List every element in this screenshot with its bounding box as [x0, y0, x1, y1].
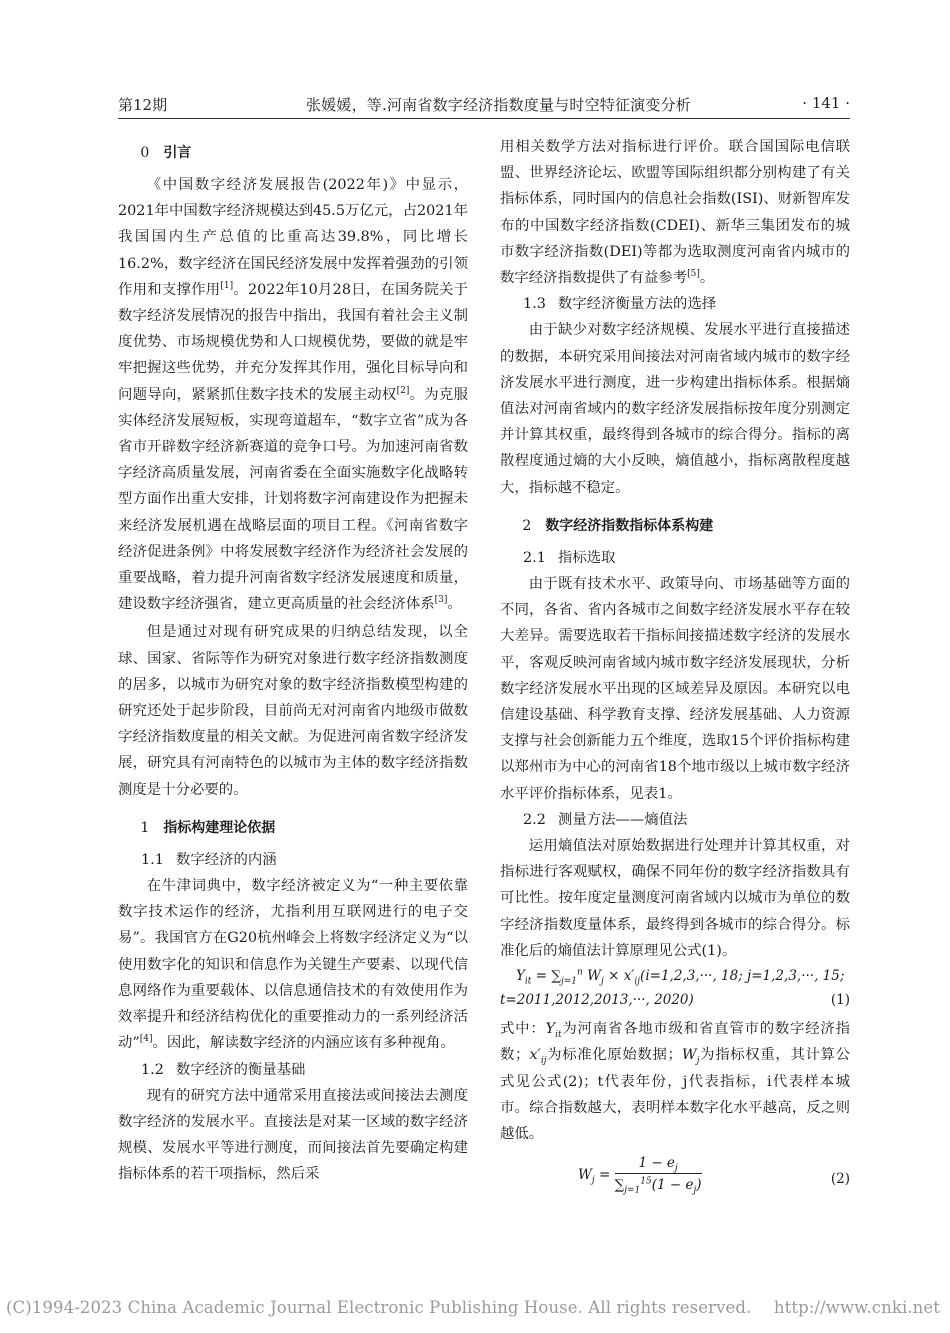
copyright-footer [6, 1298, 946, 1317]
subsection-heading-1-1: 1.1 数字经济的内涵 [141, 851, 277, 868]
equation-2: $W_j$ = $\frac{1 - e_j}{\sum_{j=1}^{15}(1 - e_j)}$ (2) [578, 1155, 850, 1196]
equation-1: $Y_{it} = \sum_{j=1}^n$ $W_j \times x'_{ij}(i=1,2,3,\cdot\cdot\cdot$, 18; j=1,2,3,···, 15; t=2011,2012,2013,···, 2020) (1) [500, 964, 850, 1016]
subsection-heading-1-2: 1.2 数字经济的衡量基础 [141, 1061, 306, 1078]
right-column [500, 134, 850, 1211]
paragraph: 式中：$Y_{it}$为河南省各地市级和省直管市的数字经济指数；$x'_{ij}$为标准化原始数据；$W_j$为指标权重，其计算公式见公式(2)；t代表年份，j代表指标，i代表样本城市。综合指数越大，表明样本数字化水平越高，反之则越低。 [500, 1021, 850, 1142]
running-title: 张媛媛，等.河南省数字经济指数度量与时空特征演变分析 [306, 96, 691, 114]
cnki-url: http://www.cnki.net [773, 1298, 940, 1317]
paragraph: 用相关数学方法对指标进行评价。联合国国际电信联盟、世界经济论坛、欧盟等国际组织都分别构建了有关指标体系，同时国内的信息社会指数(ISI)、财新智库发布的中国数字经济指数(CDEI)、新华三集团发布的城市数字经济指数(DEI)等都为选取测度河南省内城市的数字经济指数提供了有益参考[5]。 [500, 139, 850, 287]
paragraph: 《中国数字经济发展报告(2022年)》中显示，2021年中国数字经济规模达到45.5万亿元，占2021年我国国内生产总值的比重高达39.8%，同比增长16.2%，数字经济在国民经济发展中发挥着强劲的引领作用和支撑作用[1]。2022年10月28日，在国务院关于数字经济发展情况的报告中指出，我国有着社会主义制度优势、市场规模优势和人口规模优势，要做的就是牢牢把握这些优势，并充分发挥其作用，强化目标导向和问题导向，紧紧抓住数字技术的发展主动权[2]。为克服实体经济发展短板，实现弯道超车，“数字立省”成为各省市开辟数字经济新赛道的竞争口号。为加速河南省数字经济高质量发展，河南省委在全面实施数字化战略转型方面作出重大安排，计划将数字河南建设作为把握未来经济发展机遇在战略层面的项目工程。《河南省数字经济促进条例》中将发展数字经济作为经济社会发展的重要战略，着力提升河南省数字经济发展速度和质量，建设数字经济强省，建立更高质量的社会经济体系[3]。 [118, 177, 468, 613]
page-number: · 141 · [802, 94, 850, 112]
equation-number: (2) [830, 1171, 850, 1188]
paragraph: 由于缺少对数字经济规模、发展水平进行直接描述的数据，本研究采用间接法对河南省域内城市的数字经济发展水平进行测度，进一步构建出指标体系。根据熵值法对河南省域内的数字经济发展指标按年度分别测定并计算其权重，最终得到各城市的综合得分。指标的离散程度通过熵的大小反映，熵值越小，指标离散程度越大，指标越不稳定。 [500, 322, 850, 496]
section-heading-1: 1 指标构建理论依据 [140, 819, 276, 836]
paragraph: 但是通过对现有研究成果的归纳总结发现，以全球、国家、省际等作为研究对象进行数字经济指数测度的居多，以城市为研究对象的数字经济指数模型构建的研究还处于起步阶段，目前尚无对河南省内地级市做数字经济指数度量的相关文献。为促进河南省数字经济发展，研究具有河南特色的以城市为主体的数字经济指数测度是十分必要的。 [118, 624, 468, 798]
header-divider [118, 118, 850, 119]
subsection-heading-1-3: 1.3 数字经济衡量方法的选择 [523, 296, 717, 313]
issue-label: 第12期 [118, 96, 168, 114]
left-column [118, 134, 468, 1188]
paragraph: 由于既有技术水平、政策导向、市场基础等方面的不同，各省、省内各城市之间数字经济发展水平存在较大差异。需要选取若干指标间接描述数字经济的发展水平，客观反映河南省域内城市数字经济发展现状，分析数字经济发展水平出现的区域差异及原因。本研究以电信建设基础、科学教育支撑、经济发展基础、人力资源支撑与社会创新能力五个维度，选取15个评价指标构建以郑州市为中心的河南省18个地市级以上城市数字经济水平评价指标体系，见表1。 [500, 576, 850, 802]
equation-number: (1) [830, 992, 850, 1009]
running-header [118, 90, 850, 118]
copyright-text: (C)1994-2023 China Academic Journal Electronic Publishing House. All rights reserved. [6, 1298, 752, 1317]
subsection-heading-2-1: 2.1 指标选取 [523, 549, 616, 566]
subsection-heading-2-2: 2.2 测量方法——熵值法 [523, 811, 688, 828]
paragraph: 在牛津词典中，数字经济被定义为“一种主要依靠数字技术运作的经济，尤指利用互联网进行的电子交易”。我国官方在G20杭州峰会上将数字经济定义为“以使用数字化的知识和信息作为关键生产要素、以现代信息网络作为重要载体、以信息通信技术的有效使用作为效率提升和经济结构优化的重要推动力的一系列经济活动”[4]。因此，解读数字经济的内涵应该有多种视角。 [118, 878, 468, 1052]
paragraph: 运用熵值法对原始数据进行处理并计算其权重，对指标进行客观赋权，确保不同年份的数字经济指数具有可比性。按年度定量测度河南省域内以城市为单位的数字经济指数度量体系，最终得到各城市的综合得分。标准化后的熵值法计算原理见公式(1)。 [500, 838, 850, 959]
section-heading-2: 2 数字经济指数指标体系构建 [522, 517, 714, 534]
section-heading-0: 0 引言 [140, 145, 192, 161]
paragraph: 现有的研究方法中通常采用直接法或间接法去测度数字经济的发展水平。直接法是对某一区域的数字经济规模、发展水平等进行测度，而间接法首先要确定构建指标体系的若干项指标，然后采 [118, 1087, 468, 1183]
